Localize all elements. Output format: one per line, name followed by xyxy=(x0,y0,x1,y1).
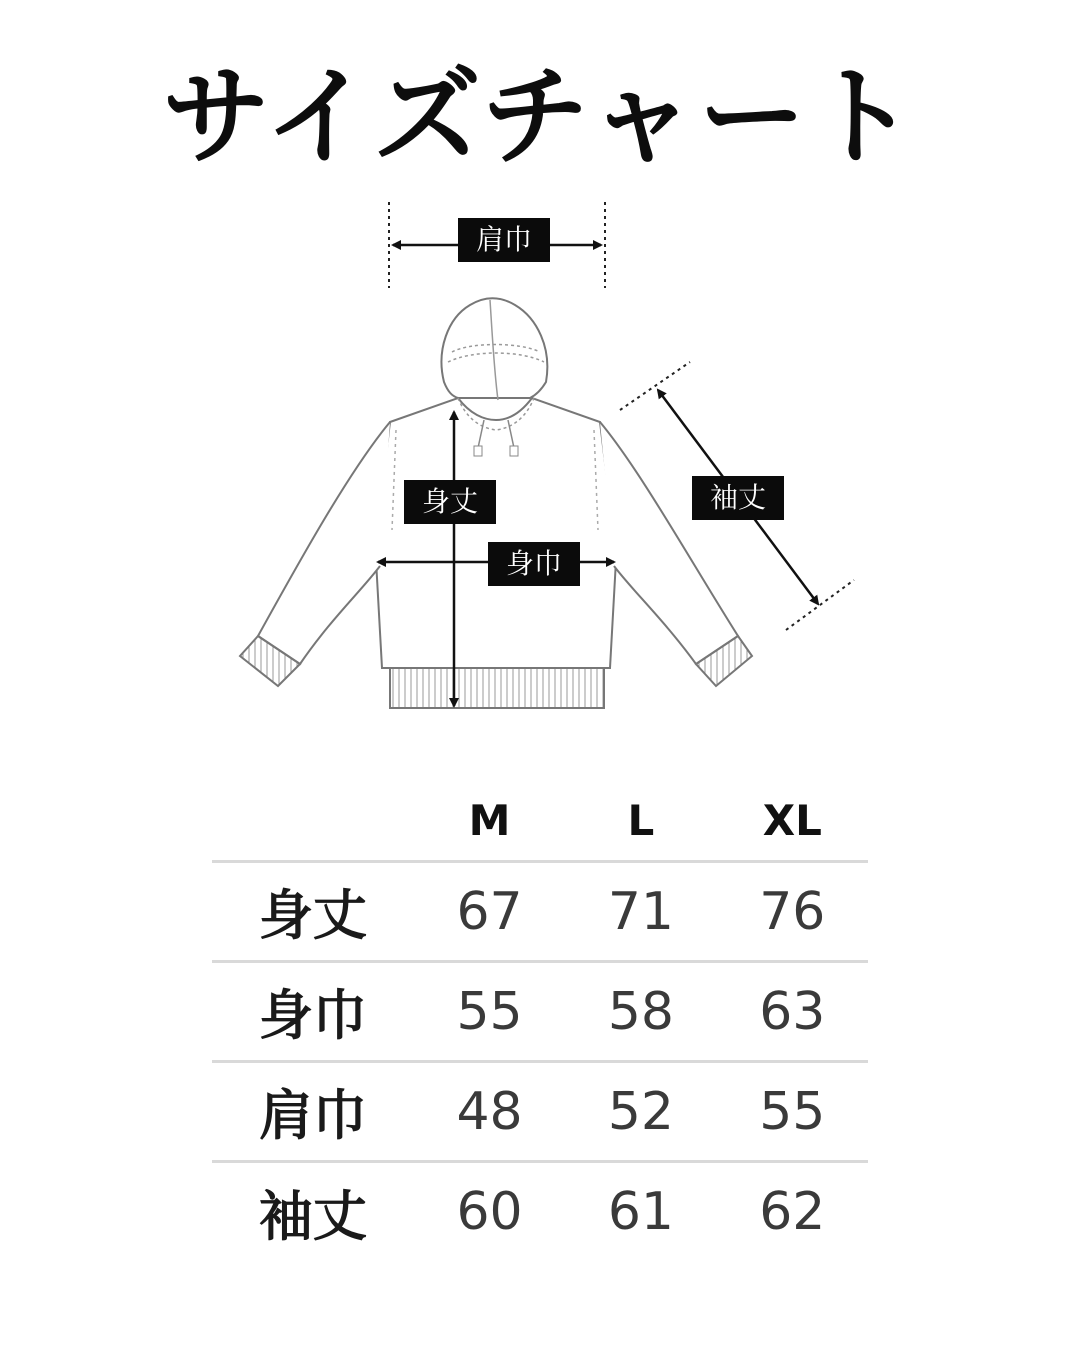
table-cell: 58 xyxy=(607,981,674,1042)
header-spacer xyxy=(212,780,414,862)
table-cell: 55 xyxy=(456,981,523,1042)
shoulder-width-label: 肩巾 xyxy=(458,218,550,262)
page-title: サイズチャート xyxy=(162,55,918,180)
sleeve-length-label: 袖丈 xyxy=(692,476,784,520)
table-cell: 61 xyxy=(607,1182,674,1243)
hem-rib xyxy=(390,668,604,708)
table-cell: 55 xyxy=(759,1081,826,1142)
body-width-label: 身巾 xyxy=(488,542,580,586)
table-cell: 67 xyxy=(456,881,523,942)
right-sleeve xyxy=(600,422,738,664)
table-cell: 48 xyxy=(456,1081,523,1142)
row-label: 身巾 xyxy=(258,984,367,1047)
table-row xyxy=(212,962,868,1062)
table-cell: 76 xyxy=(759,881,826,942)
hoodie-measurement-diagram xyxy=(0,180,1080,740)
size-header-row xyxy=(212,780,868,862)
body-length-label: 身丈 xyxy=(404,480,496,524)
hoodie-illustration xyxy=(0,180,1080,740)
sleeve-guide-bottom xyxy=(786,580,854,630)
size-column-xl: XL xyxy=(762,795,822,845)
row-label: 身丈 xyxy=(258,884,367,947)
size-column-l: L xyxy=(627,795,655,845)
row-label: 袖丈 xyxy=(258,1184,367,1248)
left-sleeve xyxy=(258,422,390,664)
table-cell: 71 xyxy=(607,881,674,942)
size-table xyxy=(212,780,868,1262)
table-row xyxy=(212,862,868,962)
sleeve-guide-top xyxy=(620,362,690,410)
table-row xyxy=(212,1162,868,1262)
table-cell: 62 xyxy=(759,1182,826,1243)
table-row xyxy=(212,1062,868,1162)
body-outline xyxy=(376,398,616,668)
row-label: 肩巾 xyxy=(258,1084,367,1147)
size-column-m: M xyxy=(468,795,511,845)
table-cell: 63 xyxy=(759,981,826,1042)
table-cell: 52 xyxy=(607,1081,674,1142)
table-cell: 60 xyxy=(456,1182,523,1243)
